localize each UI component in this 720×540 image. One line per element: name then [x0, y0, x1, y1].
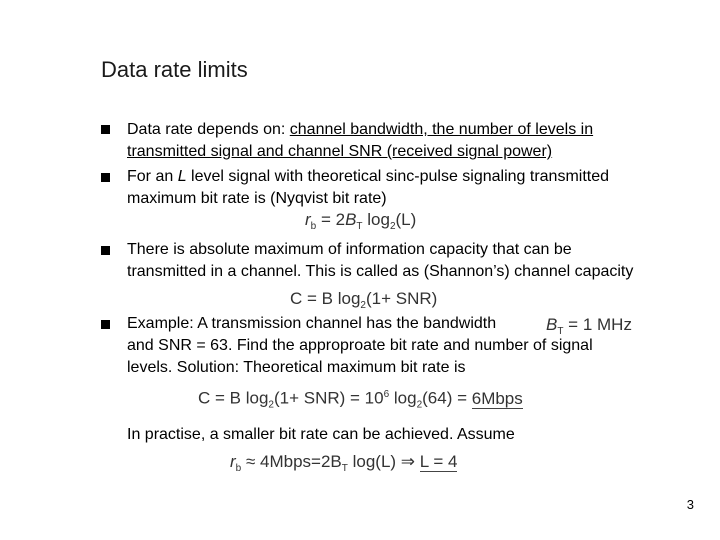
bullet-2-line-1: For an L level signal with theoretical sinc-pulse signaling transmitted — [127, 168, 610, 185]
bullet-marker — [101, 320, 110, 329]
bullet-1-line-2: transmitted signal and channel SNR (received signal power) — [127, 143, 553, 160]
shannon-equation: C = B $\log_2(1+ SNR)$ — [290, 289, 438, 311]
bullet-1-line-1: Data rate depends on: channel bandwidth, the number of levels in — [127, 121, 594, 138]
bullet-3-line-2: transmitted in a channel. This is called as (Shannon’s) channel capacity — [127, 263, 634, 280]
example-equation: C = B $\log_2(1+ SNR) = 10^6$ $\log_2(64)$ = 6Mbps — [198, 388, 523, 411]
bullet-4-line-1: Example: A transmission channel has the bandwidth — [127, 315, 497, 332]
bullet-marker — [101, 125, 110, 134]
bandwidth-equation: $B_T = 1$ MHz — [546, 315, 632, 337]
bullet-4-line-2: and SNR = 63. Find the approproate bit rate and number of signal — [127, 337, 593, 354]
slide-title: Data rate limits — [101, 57, 248, 82]
bullet-2-line-2: maximum bit rate is (Nyqvist bit rate) — [127, 190, 387, 207]
bullet-4-line-3: levels. Solution: Theoretical maximum bit rate is — [127, 359, 466, 376]
bullet-marker — [101, 173, 110, 182]
page-number: 3 — [686, 497, 694, 512]
bullet-marker — [101, 246, 110, 255]
assume-equation: $r_b$ ≈ $4Mbps=2B_T$ log(L) ⇒ L = 4 — [230, 452, 458, 474]
note-text: In practise, a smaller bit rate can be achieved. Assume — [127, 426, 515, 443]
bullet-3-line-1: There is absolute maximum of information capacity that can be — [127, 241, 572, 258]
nyquist-equation: $r_b = 2B_T$ $\log_2(L)$ — [305, 210, 417, 232]
